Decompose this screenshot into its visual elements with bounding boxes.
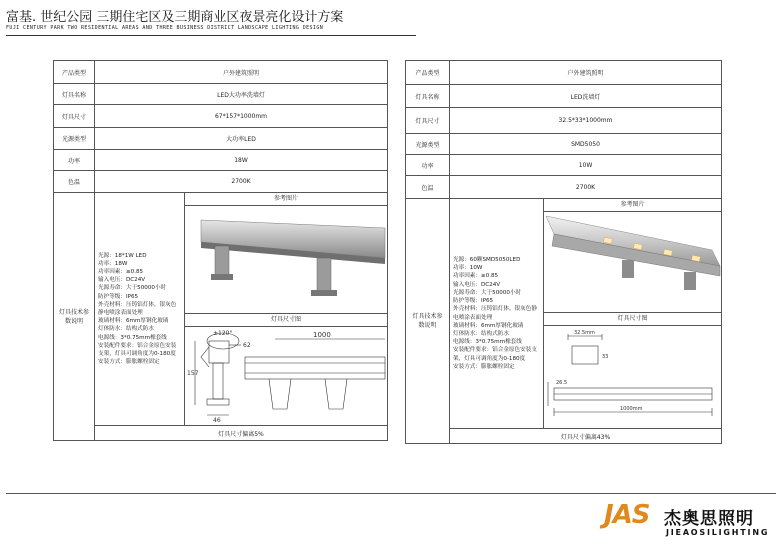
right-spec-sheet xyxy=(405,60,722,444)
spec-item: 功率因素：≥0.85 xyxy=(98,268,144,275)
dimension-drawing xyxy=(544,326,722,426)
row-label: 色温 xyxy=(54,171,95,193)
row-label: 灯具名称 xyxy=(54,84,95,105)
spec-item: 功率：18W xyxy=(98,260,128,267)
spec-list xyxy=(450,199,544,429)
row-label: 光源类型 xyxy=(406,134,450,155)
row-value: 2700K xyxy=(95,171,388,193)
page-title: 富基. 世纪公园 三期住宅区及三期商业区夜景亮化设计方案 xyxy=(6,10,344,25)
dim-drawing xyxy=(185,327,388,426)
sheet-footer: 灯具尺寸偏离43% xyxy=(450,429,722,444)
spec-item: 玻璃材料：6mm厚钢化玻璃 xyxy=(98,318,169,325)
spec-item: 电源线：3*0.75mm橡套线 xyxy=(98,334,167,341)
dim-bottom: 46 xyxy=(213,417,221,423)
spec-list xyxy=(95,193,185,426)
row-label: 功率 xyxy=(406,155,450,176)
row-value: 大功率LED xyxy=(95,128,388,150)
table-row xyxy=(406,176,722,199)
ref-image xyxy=(544,212,722,313)
company-logo xyxy=(604,498,776,544)
dim-length: 1000mm xyxy=(620,406,643,412)
spec-item: 安装配件要求：铝合金原色安装支架，灯具可调角度为0-180度 xyxy=(453,347,537,362)
dim-drawing-label: 灯具尺寸图 xyxy=(185,314,388,327)
title-divider xyxy=(6,35,416,36)
table-row xyxy=(54,105,388,128)
row-label: 色温 xyxy=(406,176,450,199)
spec-item: 防护等级：IP65 xyxy=(453,298,494,305)
spec-item: 光源：18*1W LED xyxy=(98,252,147,259)
spec-item: 玻璃材料：6mm厚钢化玻璃 xyxy=(453,322,524,329)
spec-item: 光源寿命：大于50000小时 xyxy=(98,285,167,292)
tech-label: 灯具技术参数说明 xyxy=(406,199,450,444)
page-subtitle: FUJI CENTURY PARK TWO RESIDENTIAL AREAS AND THREE BUSINESS DISTRICT LANDSCAPE LIGHTING DESIGN xyxy=(6,25,324,31)
row-label: 灯具名称 xyxy=(406,85,450,108)
table-row xyxy=(406,61,722,85)
dim-drawing xyxy=(544,326,722,429)
dim-side: 26.5 xyxy=(556,380,568,386)
ref-image-label: 参考图片 xyxy=(544,199,722,212)
spec-item: 外壳材料：压铸铝灯体，银灰色静电喷涂表面处理 xyxy=(98,301,177,316)
ref-image-label: 参考图片 xyxy=(185,193,388,206)
spec-item: 功率：10W xyxy=(453,265,483,272)
ref-image xyxy=(185,206,388,314)
table-row xyxy=(54,128,388,150)
wall-washer-photo xyxy=(544,212,722,310)
logo-name-en: JIEAOSILIGHTING xyxy=(666,528,770,537)
left-spec-sheet xyxy=(53,60,388,441)
spec-item: 输入电压：DC24V xyxy=(98,277,146,284)
dim-top: 32.5mm xyxy=(574,330,595,336)
row-label: 功率 xyxy=(54,150,95,171)
spec-item: 光源寿命：大于50000小时 xyxy=(453,289,522,296)
spec-item: 灯体防水：结构式防水 xyxy=(98,326,154,333)
row-value: 10W xyxy=(450,155,722,176)
spec-item: 功率因素：≥0.85 xyxy=(453,273,499,280)
row-value: 2700K xyxy=(450,176,722,199)
row-value: SMD5050 xyxy=(450,134,722,155)
logo-name-cn: 杰奥思照明 xyxy=(664,509,754,529)
row-value: 67*157*1000mm xyxy=(95,105,388,128)
table-row xyxy=(406,134,722,155)
spec-item: 安装配件要求：铝合金原色安装支架，灯具可调角度为0-180度 xyxy=(98,342,177,358)
dim-drawing-label: 灯具尺寸图 xyxy=(544,313,722,326)
tech-label: 灯具技术参数说明 xyxy=(54,193,95,441)
dim-length: 1000 xyxy=(313,331,331,339)
table-row xyxy=(54,150,388,171)
row-label: 光源类型 xyxy=(54,128,95,150)
dim-top: 62 xyxy=(243,342,251,349)
table-row xyxy=(54,84,388,105)
row-value: 32.5*33*1000mm xyxy=(450,108,722,134)
spec-item: 输入电压：DC24V xyxy=(453,281,501,288)
spec-item: 防护等级：IP65 xyxy=(98,293,139,300)
row-label: 灯具尺寸 xyxy=(406,108,450,134)
row-value: LED洗墙灯 xyxy=(450,85,722,108)
table-row xyxy=(406,155,722,176)
dim-height: 157 xyxy=(187,370,199,377)
wall-washer-photo xyxy=(185,206,388,311)
spec-item: 外壳材料：压铸铝灯体，银灰色静电喷涂表面处理 xyxy=(453,306,537,321)
row-value: LED大功率洗墙灯 xyxy=(95,84,388,105)
spec-item: 安装方式：膨胀螺栓固定 xyxy=(453,363,515,370)
row-label: 产品类型 xyxy=(54,61,95,84)
row-value: 18W xyxy=(95,150,388,171)
spec-item: 安装方式：膨胀螺栓固定 xyxy=(98,359,160,366)
footer-divider xyxy=(6,493,776,494)
table-row xyxy=(406,85,722,108)
spec-item: 光源：60颗SMD5050LED xyxy=(453,257,521,264)
spec-item: 电源线：3*0.75mm橡套线 xyxy=(453,339,522,346)
row-value: 户外建筑照明 xyxy=(450,61,722,85)
table-row xyxy=(54,61,388,84)
dimension-drawing xyxy=(185,327,388,423)
row-label: 产品类型 xyxy=(406,61,450,85)
logo-mark: JAS xyxy=(604,500,650,530)
row-value: 户外建筑照明 xyxy=(95,61,388,84)
table-row xyxy=(54,171,388,193)
table-row xyxy=(406,108,722,134)
sheet-footer: 灯具尺寸偏离5% xyxy=(95,426,388,441)
dim-side-2: 33 xyxy=(602,354,609,360)
spec-item: 灯体防水：结构式防水 xyxy=(453,330,509,337)
dim-angle: ±120° xyxy=(213,330,233,337)
row-label: 灯具尺寸 xyxy=(54,105,95,128)
